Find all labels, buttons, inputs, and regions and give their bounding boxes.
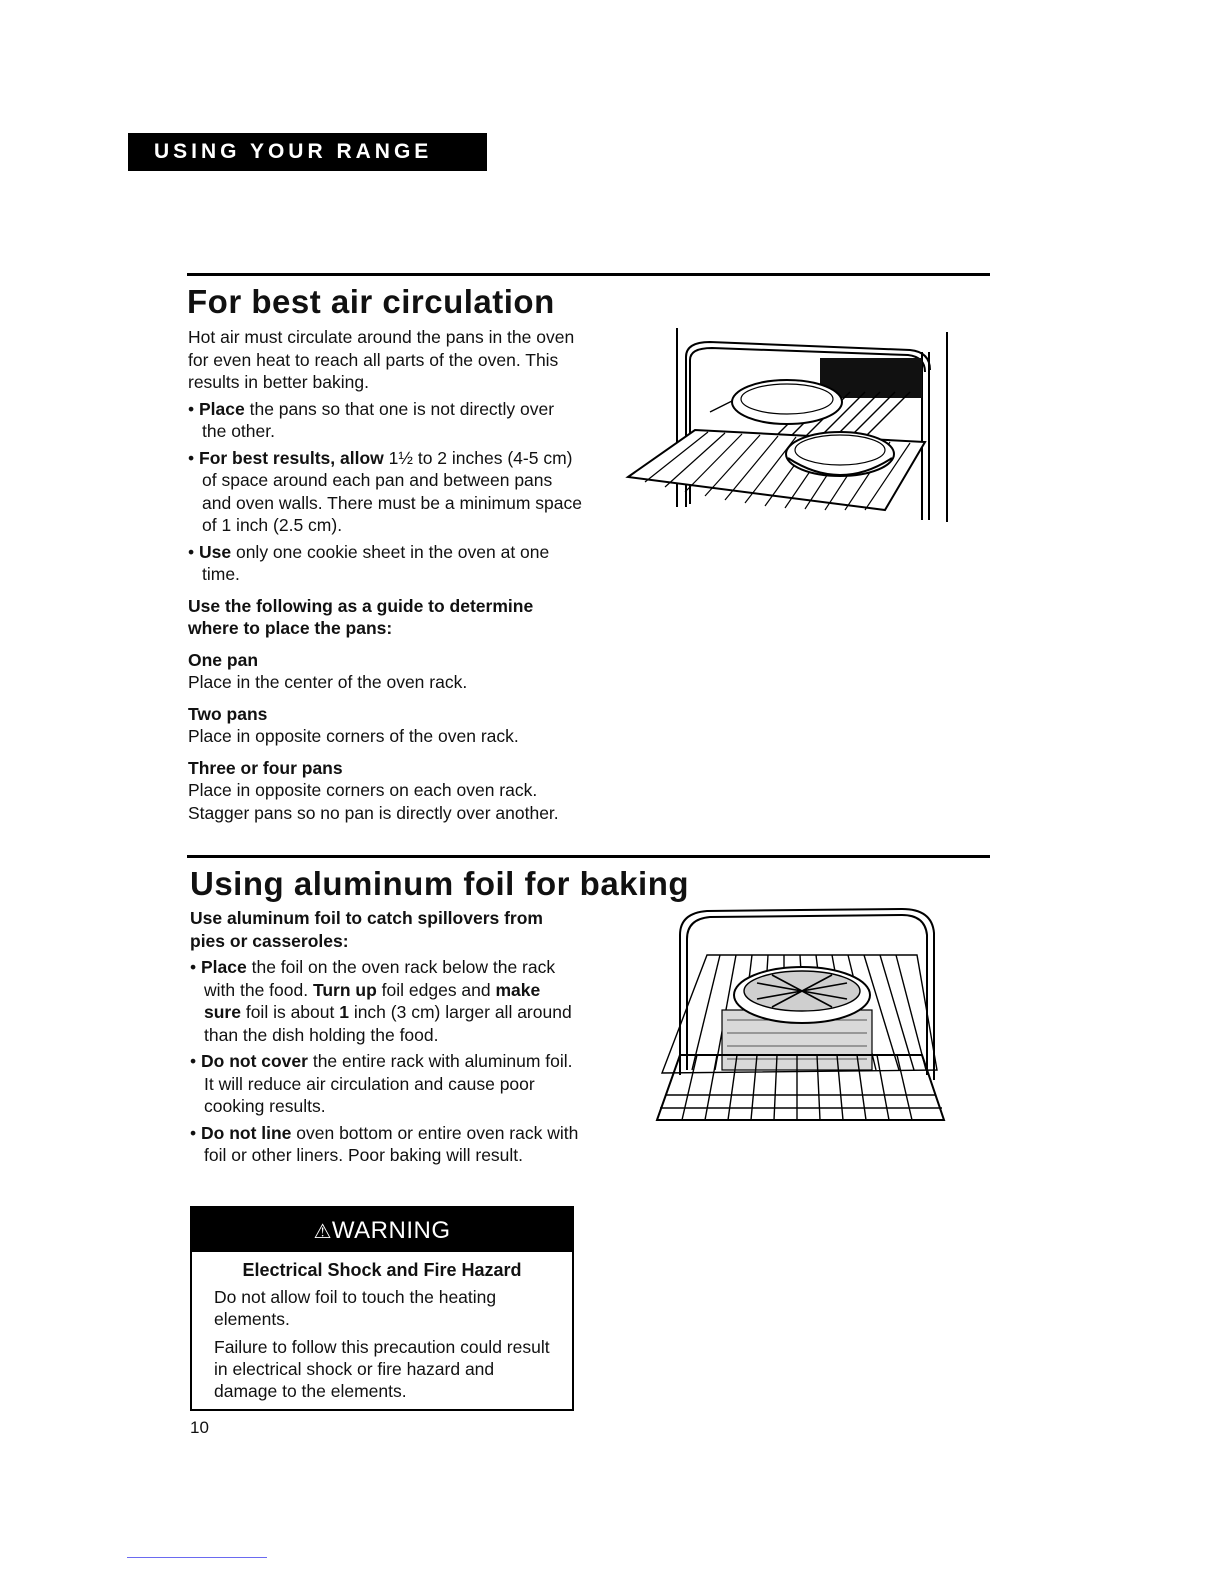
one-pan-title: One pan <box>188 649 259 670</box>
foil-bullet-3: • Do not line oven bottom or entire oven rack with foil or other liners. Poor baking will result. <box>190 1122 579 1165</box>
section-divider <box>187 273 990 276</box>
air-bullet-3: • Use only one cookie sheet in the oven at one time. <box>188 541 550 584</box>
warning-box <box>190 1206 574 1411</box>
two-pans-text: Place in opposite corners of the oven rack. <box>188 726 519 746</box>
section-tab: USING YOUR RANGE <box>128 133 487 171</box>
warning-triangle-icon: ⚠ <box>313 1221 332 1243</box>
footer-divider <box>127 1557 267 1558</box>
three-four-pans-text: Place in opposite corners on each oven rack. Stagger pans so no pan is directly over another. <box>188 780 559 823</box>
warning-text-1: Do not allow foil to touch the heating elements. <box>214 1287 497 1329</box>
air-circulation-body <box>188 326 583 824</box>
foil-rack-illustration <box>652 905 947 1130</box>
page-number: 10 <box>190 1418 209 1437</box>
air-intro: Hot air must circulate around the pans in the oven for even heat to reach all parts of the oven. This results in better baking. <box>188 327 575 392</box>
air-circulation-title: For best air circulation <box>187 283 555 320</box>
oven-pans-illustration <box>620 322 960 527</box>
warning-text <box>192 1286 572 1402</box>
air-guide: Use the following as a guide to determine where to place the pans: <box>188 595 534 638</box>
warning-title: Electrical Shock and Fire Hazard <box>242 1260 522 1280</box>
three-four-pans-title: Three or four pans <box>188 757 343 778</box>
aluminum-foil-title: Using aluminum foil for baking <box>190 865 690 902</box>
one-pan-text: Place in the center of the oven rack. <box>188 672 468 692</box>
warning-header <box>192 1208 572 1252</box>
air-bullet-2: • For best results, allow 1½ to 2 inches (4-5 cm) of space around each pan and between pans and oven walls. There must be a minimum space of 1 inch (2.5 cm). <box>188 447 582 535</box>
warning-text-2: Failure to follow this precaution could result in electrical shock or fire hazard and damage to the elements. <box>214 1337 550 1401</box>
warning-label: WARNING <box>331 1217 451 1244</box>
foil-intro: Use aluminum foil to catch spillovers from pies or casseroles: <box>190 908 543 951</box>
section-divider <box>187 855 990 858</box>
two-pans-title: Two pans <box>188 703 268 724</box>
foil-bullet-1: • Place the foil on the oven rack below the rack with the food. Turn up foil edges and make sure foil is about 1 inch (3 cm) larger all around than the dish holding the food. <box>190 957 572 1045</box>
aluminum-foil-body <box>190 907 580 1167</box>
air-bullet-1: • Place the pans so that one is not directly over the other. <box>188 398 555 441</box>
foil-bullet-2: • Do not cover the entire rack with aluminum foil. It will reduce air circulation and cause poor cooking results. <box>190 1051 573 1116</box>
